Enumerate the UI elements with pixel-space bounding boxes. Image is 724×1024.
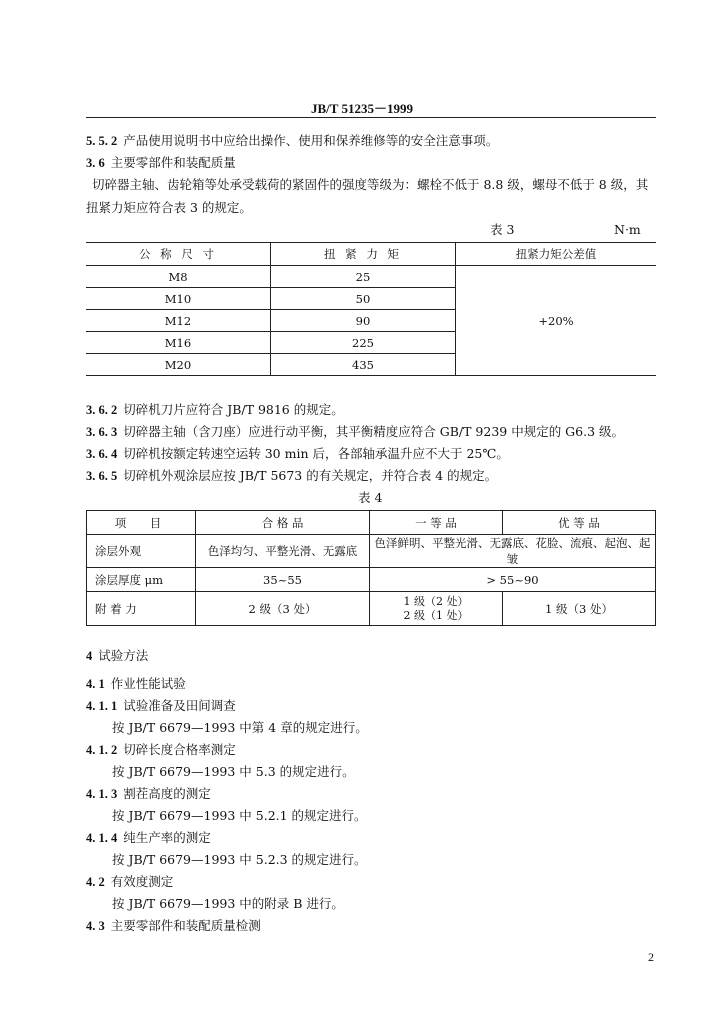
item-4-2 — [86, 874, 656, 890]
clause-number: 3. 6. 5 — [86, 469, 118, 483]
item-4-1-3-body: 按 JB/T 6679—1993 中 5.2.1 的规定进行。 — [112, 808, 367, 823]
item-text: 纯生产率的测定 — [123, 830, 211, 845]
size-cell: M20 — [86, 354, 271, 376]
item-4-3 — [86, 918, 656, 934]
item-number: 4. 1. 3 — [86, 787, 118, 801]
item-text: 割茬高度的测定 — [123, 786, 211, 801]
section-3-6-heading — [86, 155, 656, 171]
item-4-1-4-body: 按 JB/T 6679—1993 中 5.2.3 的规定进行。 — [112, 852, 367, 867]
table-3 — [86, 242, 656, 376]
tolerance-cell: +20% — [456, 266, 657, 376]
clause-3-6-3 — [86, 424, 656, 440]
table-row — [87, 568, 656, 592]
item-number: 4. 3 — [86, 919, 105, 933]
size-cell: M12 — [86, 310, 271, 332]
section-number: 3. 6 — [86, 156, 105, 170]
item-number: 4. 1. 1 — [86, 699, 118, 713]
column-header: 项 目 — [87, 511, 196, 535]
column-header: 一 等 品 — [370, 511, 503, 535]
column-header: 扭 紧 力 矩 — [271, 243, 456, 266]
column-header: 优 等 品 — [503, 511, 656, 535]
section-3-6-paragraph-line-1: 切碎器主轴、齿轮箱等处承受载荷的紧固件的强度等级为：螺栓不低于 8.8 级，螺母不低于 8 级，其 — [92, 177, 649, 192]
torque-cell: 25 — [271, 266, 456, 288]
section-4-heading — [86, 648, 656, 664]
clause-text: 切碎机外观涂层应按 JB/T 5673 的有关规定，并符合表 4 的规定。 — [123, 468, 498, 483]
clause-number: 3. 6. 4 — [86, 447, 118, 461]
table-row — [87, 535, 656, 568]
item-number: 4. 1. 2 — [86, 743, 118, 757]
item-4-1-1 — [86, 698, 656, 714]
clause-3-6-2 — [86, 402, 656, 418]
item-4-2-body: 按 JB/T 6679—1993 中的附录 B 进行。 — [112, 896, 344, 911]
item-number: 4. 1 — [86, 677, 105, 691]
size-cell: M16 — [86, 332, 271, 354]
item-text: 切碎长度合格率测定 — [123, 742, 236, 757]
qualified-cell: 35~55 — [196, 568, 370, 592]
table-4 — [86, 510, 656, 626]
table-3-caption: 表 3 — [490, 222, 515, 237]
clause-text: 切碎机按额定转速空运转 30 min 后，各部轴承温升应不大于 25℃。 — [123, 446, 509, 461]
qualified-cell: 2 级（3 处） — [196, 592, 370, 626]
item-4-1-4 — [86, 830, 656, 846]
item-text: 试验准备及田间调查 — [123, 698, 236, 713]
section-3-6-paragraph-line-2: 扭紧力矩应符合表 3 的规定。 — [86, 200, 252, 215]
table-header-row — [87, 511, 656, 535]
first-grade-line-2: 2 级（1 处） — [403, 608, 469, 622]
clause-text: 产品使用说明书中应给出操作、使用和保养维修等的安全注意事项。 — [123, 133, 499, 148]
torque-cell: 435 — [271, 354, 456, 376]
page-number: 2 — [648, 950, 654, 964]
column-header: 公 称 尺 寸 — [86, 243, 271, 266]
section-number: 4 — [86, 649, 93, 663]
table-row — [86, 266, 656, 288]
item-4-1-2-body: 按 JB/T 6679—1993 中 5.3 的规定进行。 — [112, 764, 355, 779]
standard-code-header: JB/T 51235－1999 — [311, 101, 413, 116]
table-header-row — [86, 243, 656, 266]
clause-text: 切碎机刀片应符合 JB/T 9816 的规定。 — [123, 402, 344, 417]
row-label: 附 着 力 — [87, 592, 196, 626]
item-4-1-3 — [86, 786, 656, 802]
row-label: 涂层外观 — [87, 535, 196, 568]
clause-number: 3. 6. 3 — [86, 425, 118, 439]
first-grade-cell — [370, 592, 503, 626]
qualified-cell: 色泽均匀、平整光滑、无露底 — [196, 535, 370, 568]
column-header: 合 格 品 — [196, 511, 370, 535]
header-rule — [86, 117, 656, 118]
item-number: 4. 1. 4 — [86, 831, 118, 845]
row-label: 涂层厚度 μm — [87, 568, 196, 592]
item-text: 主要零部件和装配质量检测 — [110, 918, 261, 933]
clause-number: 3. 6. 2 — [86, 403, 118, 417]
clause-3-6-5 — [86, 468, 656, 484]
torque-cell: 50 — [271, 288, 456, 310]
clause-number: 5. 5. 2 — [86, 134, 118, 148]
clause-5-5-2 — [86, 133, 656, 149]
table-4-caption: 表 4 — [358, 490, 383, 505]
size-cell: M10 — [86, 288, 271, 310]
item-text: 作业性能试验 — [110, 676, 186, 691]
item-4-1 — [86, 676, 656, 692]
item-4-1-2 — [86, 742, 656, 758]
first-premium-cell: > 55~90 — [370, 568, 656, 592]
column-header: 扭紧力矩公差值 — [456, 243, 657, 266]
clause-text: 切碎器主轴（含刀座）应进行动平衡，其平衡精度应符合 GB/T 9239 中规定的 G6.3 级。 — [123, 424, 625, 439]
item-4-1-1-body: 按 JB/T 6679—1993 中第 4 章的规定进行。 — [112, 720, 368, 735]
table-row — [87, 592, 656, 626]
section-title: 主要零部件和装配质量 — [110, 155, 236, 170]
size-cell: M8 — [86, 266, 271, 288]
section-title: 试验方法 — [98, 648, 149, 663]
item-text: 有效度测定 — [110, 874, 174, 889]
clause-3-6-4 — [86, 446, 656, 462]
torque-cell: 90 — [271, 310, 456, 332]
torque-cell: 225 — [271, 332, 456, 354]
table-3-unit: N·m — [614, 222, 641, 237]
premium-cell: 1 级（3 处） — [503, 592, 656, 626]
first-premium-cell: 色泽鲜明、平整光滑、无露底、花脸、流痕、起泡、起皱 — [370, 535, 656, 568]
item-number: 4. 2 — [86, 875, 105, 889]
first-grade-line-1: 1 级（2 处） — [403, 594, 469, 608]
